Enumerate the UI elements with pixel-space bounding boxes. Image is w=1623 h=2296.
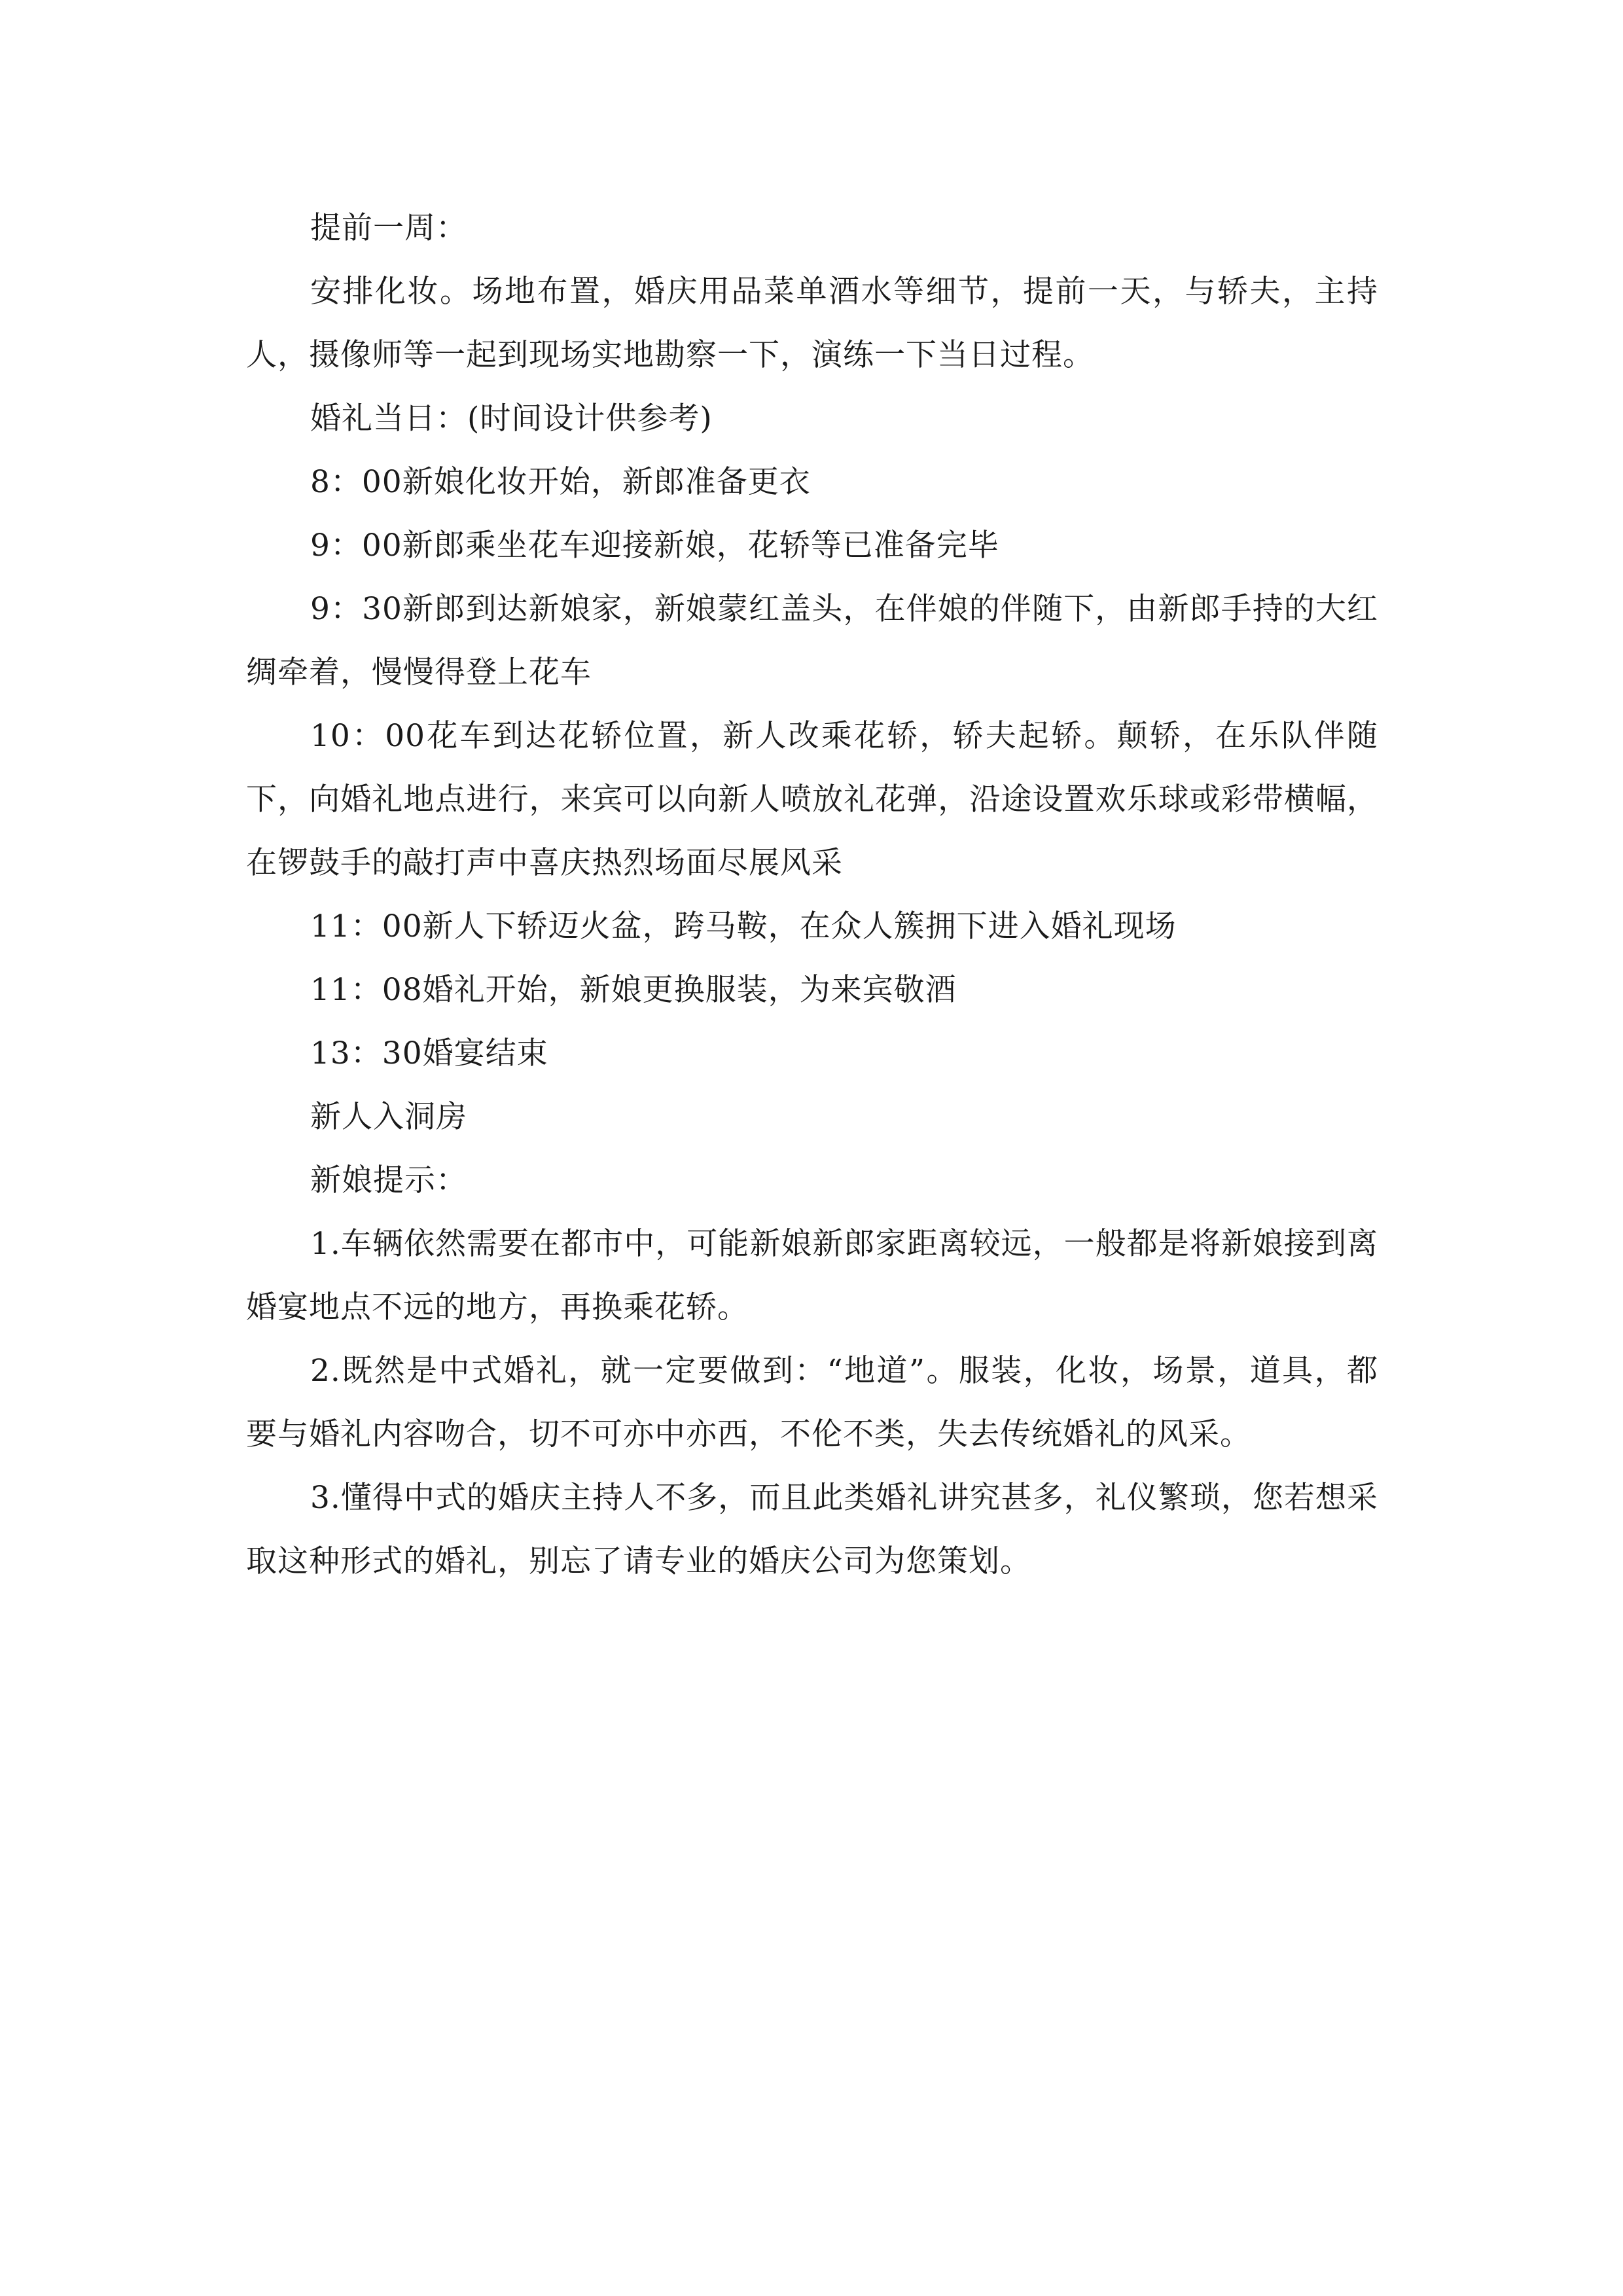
paragraph-schedule-1108: 11：08婚礼开始，新娘更换服装，为来宾敬酒 (310, 972, 957, 1008)
paragraph-week-before-heading: 提前一周： (310, 210, 467, 246)
paragraph-schedule-1000: 10：00花车到达花轿位置，新人改乘花轿，轿夫起轿。颠轿，在乐队伴随下，向婚礼地点进行，来宾可以向新人喷放礼花弹，沿途设置欢乐球或彩带横幅，在锣鼓手的敲打声中喜庆热烈场面尽展风采 (246, 718, 1378, 881)
paragraph-tip-2: 2.既然是中式婚礼，就一定要做到：“地道”。服装，化妆，场景，道具，都要与婚礼内容吻合，切不可亦中亦西，不伦不类，失去传统婚礼的风采。 (246, 1353, 1378, 1452)
paragraph-schedule-1100: 11：00新人下轿迈火盆，跨马鞍，在众人簇拥下进入婚礼现场 (310, 908, 1177, 944)
paragraph-preparation: 安排化妆。场地布置，婚庆用品菜单酒水等细节，提前一天，与轿夫，主持人，摄像师等一起到现场实地勘察一下，演练一下当日过程。 (246, 274, 1378, 373)
document-body (246, 196, 1378, 1593)
paragraph-tip-3: 3.懂得中式的婚庆主持人不多，而且此类婚礼讲究甚多，礼仪繁琐，您若想采取这种形式的婚礼，别忘了请专业的婚庆公司为您策划。 (246, 1480, 1378, 1579)
paragraph-bridal-chamber: 新人入洞房 (310, 1099, 467, 1135)
paragraph-bride-tips-heading: 新娘提示： (310, 1162, 467, 1198)
paragraph-schedule-0800: 8：00新娘化妆开始，新郎准备更衣 (310, 464, 811, 500)
paragraph-schedule-1330: 13：30婚宴结束 (310, 1035, 548, 1071)
paragraph-schedule-0930: 9：30新郎到达新娘家，新娘蒙红盖头，在伴娘的伴随下，由新郎手持的大红绸牵着，慢慢得登上花车 (246, 591, 1378, 691)
paragraph-tip-1: 1.车辆依然需要在都市中，可能新娘新郎家距离较远，一般都是将新娘接到离婚宴地点不远的地方，再换乘花轿。 (246, 1226, 1378, 1325)
paragraph-wedding-day-heading: 婚礼当日：(时间设计供参考) (310, 401, 713, 437)
paragraph-schedule-0900: 9：00新郎乘坐花车迎接新娘，花轿等已准备完毕 (310, 528, 999, 564)
